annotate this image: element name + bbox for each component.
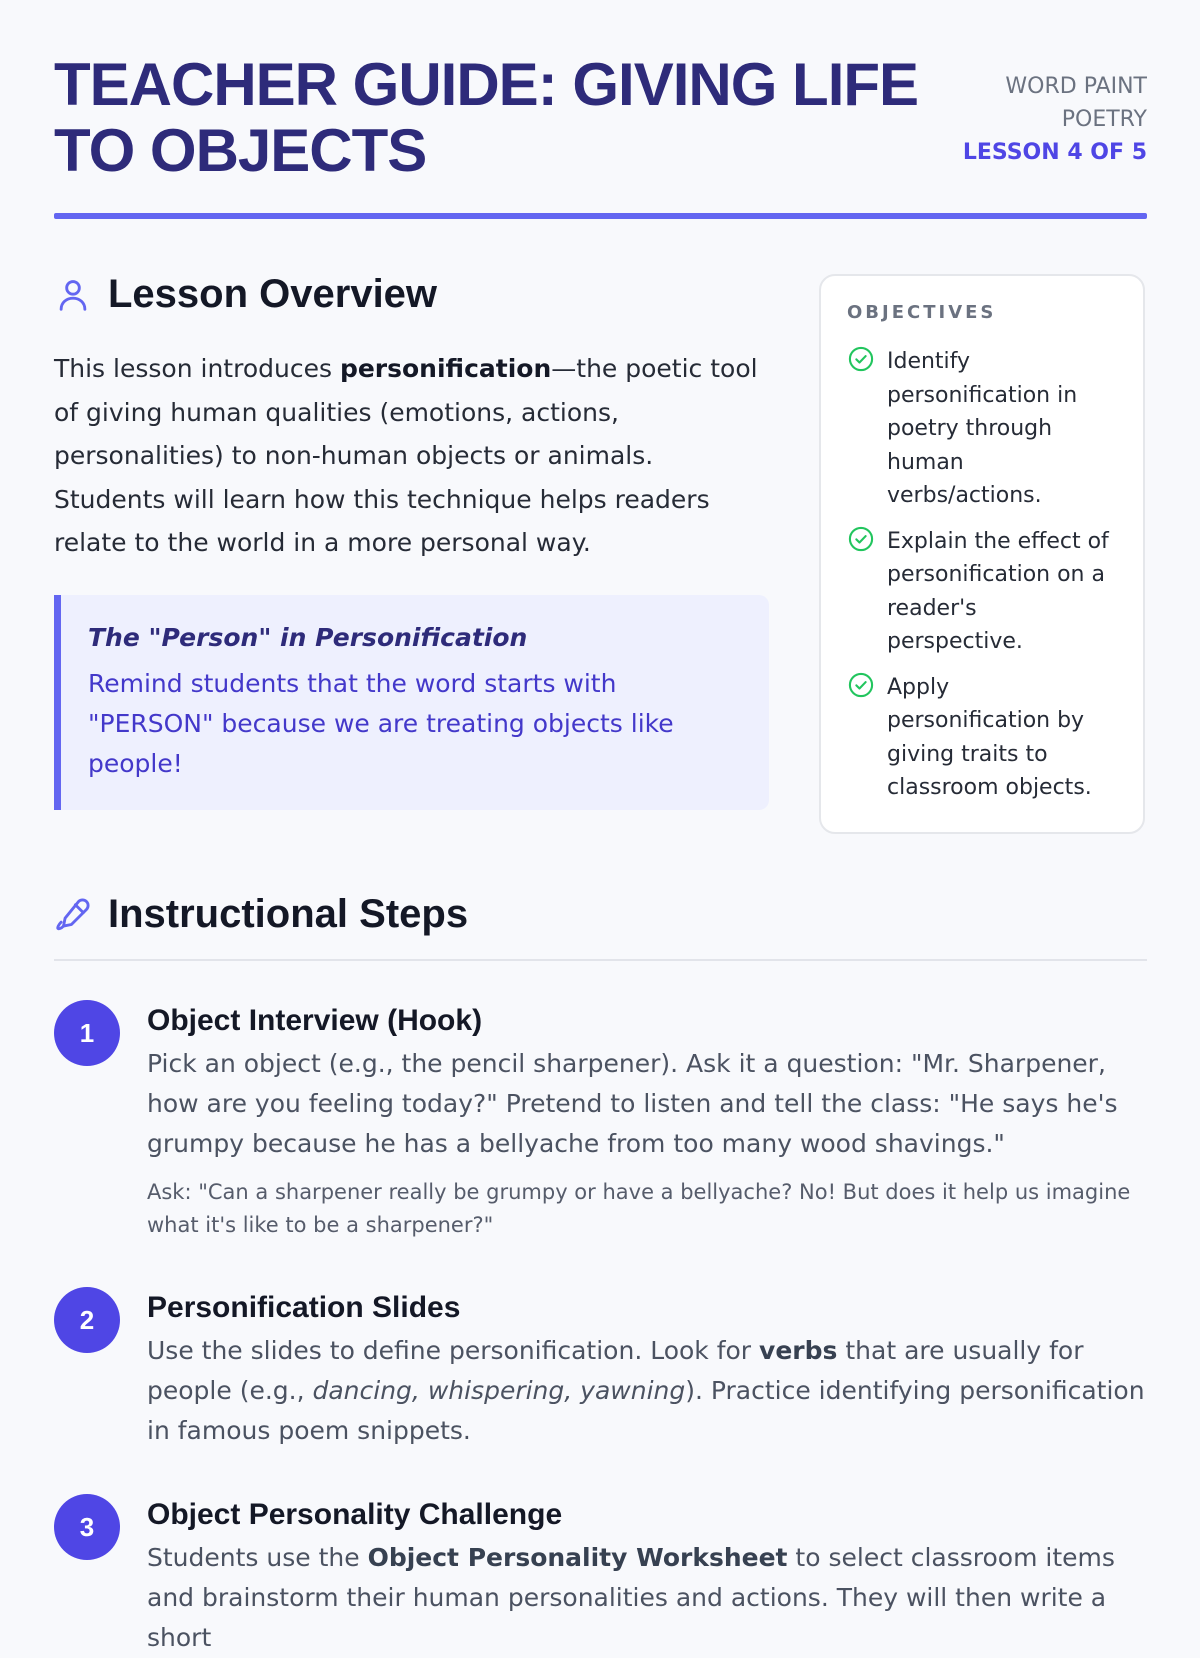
objective-item bbox=[847, 345, 1119, 513]
teacher-guide-page bbox=[54, 0, 1147, 1652]
step-text-part: that are usually for people (e.g., bbox=[147, 1336, 1084, 1405]
lesson-number: LESSON 4 OF 5 bbox=[962, 140, 1147, 165]
step-title: Object Interview (Hook) bbox=[147, 1004, 483, 1037]
lesson-meta bbox=[947, 70, 1147, 169]
header-divider bbox=[54, 213, 1147, 219]
overview-heading-text: Lesson Overview bbox=[108, 272, 438, 316]
page-title: TEACHER GUIDE: GIVING LIFE TO OBJECTS bbox=[54, 51, 919, 184]
steps-heading bbox=[54, 892, 1147, 937]
series-name: WORD PAINT POETRY bbox=[1005, 74, 1147, 132]
steps-heading-text: Instructional Steps bbox=[108, 892, 469, 936]
step-text-part: Students use the bbox=[147, 1543, 368, 1572]
check-circle-icon bbox=[847, 525, 875, 553]
step-title: Object Personality Challenge bbox=[147, 1498, 563, 1531]
objectives-card bbox=[819, 274, 1145, 834]
overview-heading bbox=[54, 272, 766, 317]
pen-nib-icon bbox=[54, 896, 92, 934]
step-keyword: verbs bbox=[759, 1336, 838, 1365]
step-body bbox=[147, 1000, 1147, 1242]
step-number-badge: 2 bbox=[54, 1287, 120, 1353]
objectives-label: OBJECTIVES bbox=[847, 302, 997, 323]
step-note: Ask: "Can a sharpener really be grumpy or have a bellyache? No! But does it help us imagine what it's like to be a sharpener?" bbox=[147, 1180, 1131, 1237]
objective-text: Apply personification by giving traits to classroom objects. bbox=[887, 674, 1092, 800]
overview-text-lead: This lesson introduces bbox=[54, 354, 340, 383]
step-text-part: Use the slides to define personification. Look for bbox=[147, 1336, 760, 1365]
overview-text-rest: —the poetic tool of giving human qualities (emotions, actions, personalities) to non-human objects or animals. Students will learn how this technique helps readers relate to the world in a more personal way. bbox=[54, 354, 758, 557]
instructional-steps-section bbox=[54, 892, 1147, 961]
overview-paragraph bbox=[54, 347, 766, 565]
step-number-badge: 1 bbox=[54, 1000, 120, 1066]
objective-text: Identify personification in poetry through human verbs/actions. bbox=[887, 349, 1078, 508]
step-text: Pick an object (e.g., the pencil sharpener). Ask it a question: "Mr. Sharpener, how are you feeling today?" Pretend to listen and tell the class: "He says he's grumpy because he has a bellyache from too many wood shavings." bbox=[147, 1049, 1118, 1158]
person-icon bbox=[54, 276, 92, 314]
step-number-badge: 3 bbox=[54, 1494, 120, 1560]
step-text bbox=[147, 1538, 1147, 1658]
page-header bbox=[54, 0, 1147, 222]
step-body bbox=[147, 1494, 1147, 1658]
step-text-part: to select classroom items and brainstorm their human personalities and actions. They will then write a short bbox=[147, 1543, 1115, 1652]
objectives-list bbox=[847, 345, 1119, 805]
worksheet-name: Object Personality Worksheet bbox=[367, 1543, 788, 1572]
objective-item bbox=[847, 671, 1119, 805]
callout-title: The "Person" in Personification bbox=[88, 622, 528, 652]
callout-text: Remind students that the word starts with "PERSON" because we are treating objects like people! bbox=[88, 668, 674, 778]
check-circle-icon bbox=[847, 345, 875, 373]
overview-keyword: personification bbox=[339, 354, 552, 383]
objective-text: Explain the effect of personification on a reader's perspective. bbox=[887, 528, 1109, 654]
tip-callout bbox=[54, 595, 769, 810]
check-circle-icon bbox=[847, 671, 875, 699]
step-text bbox=[147, 1331, 1147, 1451]
lesson-overview-section bbox=[54, 272, 766, 810]
steps-divider bbox=[54, 959, 1147, 961]
step-body bbox=[147, 1287, 1147, 1451]
objective-item bbox=[847, 525, 1119, 659]
step-example-verbs: dancing, whispering, yawning bbox=[312, 1376, 686, 1405]
step-text-part: ). Practice identifying personification in famous poem snippets. bbox=[147, 1376, 1145, 1445]
step-title: Personification Slides bbox=[147, 1291, 461, 1324]
